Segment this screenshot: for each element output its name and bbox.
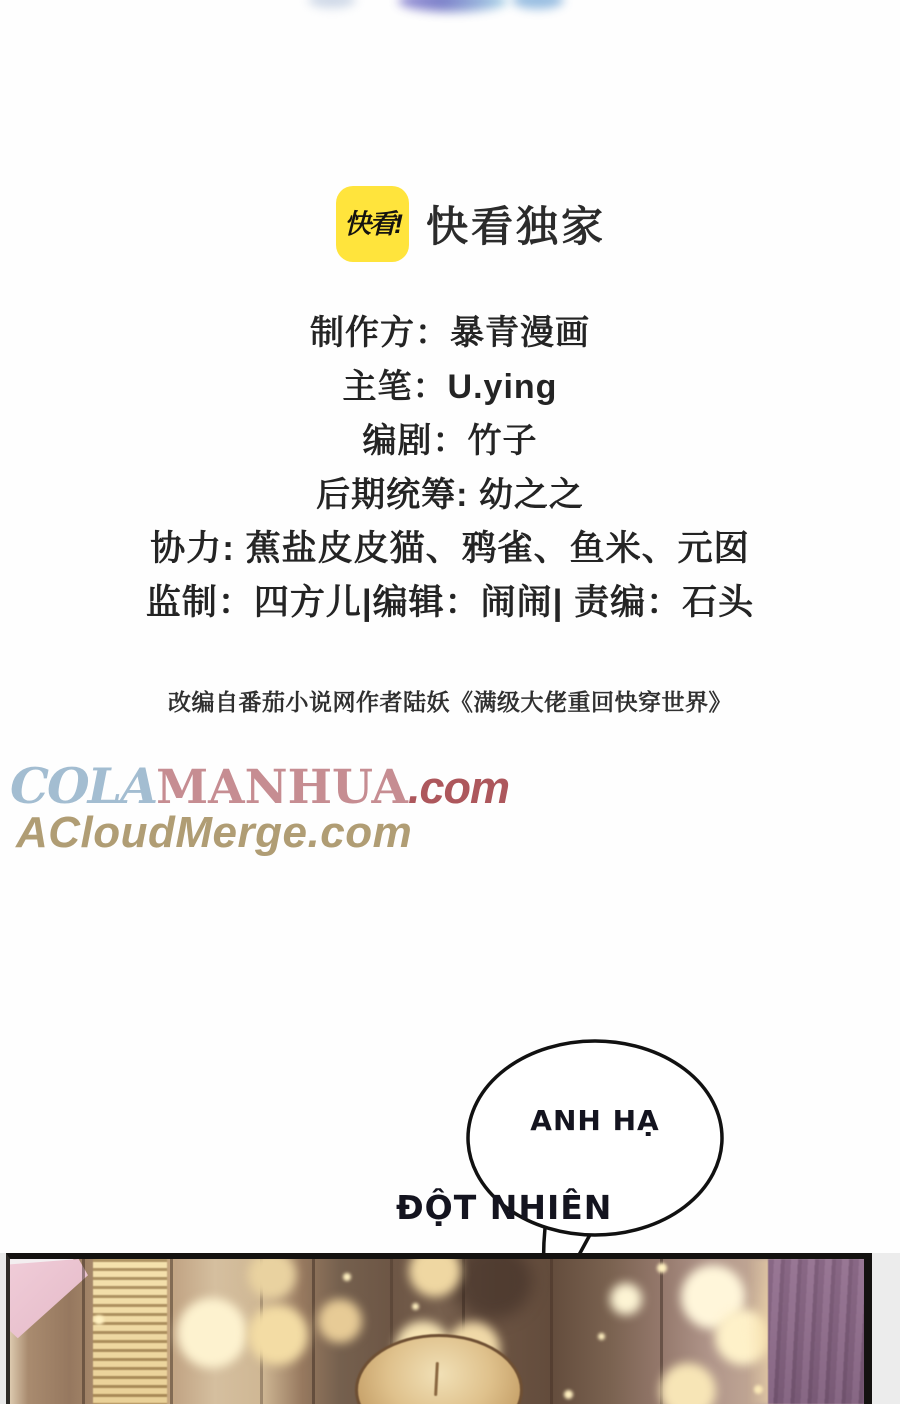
sparkle <box>412 1303 419 1310</box>
watermark-part-manhua: MANHUA <box>156 760 409 815</box>
window-blind-strip <box>93 1259 167 1404</box>
watermark-part-dotcom: .com <box>408 762 510 813</box>
sparkle <box>94 1315 104 1325</box>
credit-supervisors: 监制：四方儿|编辑：闹闹| 责编：石头 <box>145 583 755 622</box>
credit-producer: 制作方：暴青漫画 <box>310 314 590 352</box>
comic-panel <box>6 1253 872 1404</box>
sparkle <box>564 1390 573 1399</box>
window-frame-line <box>312 1259 315 1404</box>
lavender-hair <box>768 1259 868 1404</box>
sparkle <box>657 1263 667 1273</box>
credit-lead-artist: 主笔：U.ying <box>342 368 558 406</box>
top-artwork-fragment <box>398 0 508 12</box>
sparkle <box>343 1273 351 1281</box>
bokeh-light <box>660 1363 716 1404</box>
bubble-dialogue-text: ANH HẠ <box>530 1104 660 1137</box>
bokeh-light <box>610 1283 642 1315</box>
top-artwork-fragment <box>308 0 356 8</box>
window-frame-line <box>550 1259 553 1404</box>
publisher-brand <box>336 186 606 262</box>
bokeh-light <box>248 1305 308 1365</box>
sparkle <box>598 1333 605 1340</box>
exclusive-label: 快看独家 <box>426 203 607 250</box>
caption-sfx-text: ĐỘT NHIÊN <box>396 1188 613 1227</box>
bokeh-light <box>177 1298 247 1368</box>
credit-assistants: 协力: 蕉盐皮皮猫、鸦雀、鱼米、元囡 <box>150 529 750 568</box>
adaptation-note: 改编自番茄小说网作者陆妖《满级大佬重回快穿世界》 <box>168 689 732 715</box>
watermark-colamanhua <box>10 757 510 815</box>
bokeh-light <box>248 1253 296 1299</box>
kuaikan-logo-icon <box>336 186 409 262</box>
watermark-part-cola: COLA <box>10 757 157 815</box>
top-artwork-fragment <box>512 0 564 9</box>
credit-post-production: 后期统筹: 幼之之 <box>316 476 584 514</box>
panel-right-gutter <box>872 1253 900 1404</box>
bokeh-light <box>318 1299 362 1343</box>
window-frame-line <box>82 1259 85 1404</box>
window-frame-line <box>170 1259 173 1404</box>
watermark-acloudmerge: ACloudMerge.com <box>16 808 413 857</box>
credits-block <box>0 306 900 630</box>
credit-screenwriter: 编剧：竹子 <box>362 422 538 460</box>
pink-garment-shape <box>10 1259 88 1349</box>
kuaikan-logo-text: 快看! <box>344 208 401 239</box>
